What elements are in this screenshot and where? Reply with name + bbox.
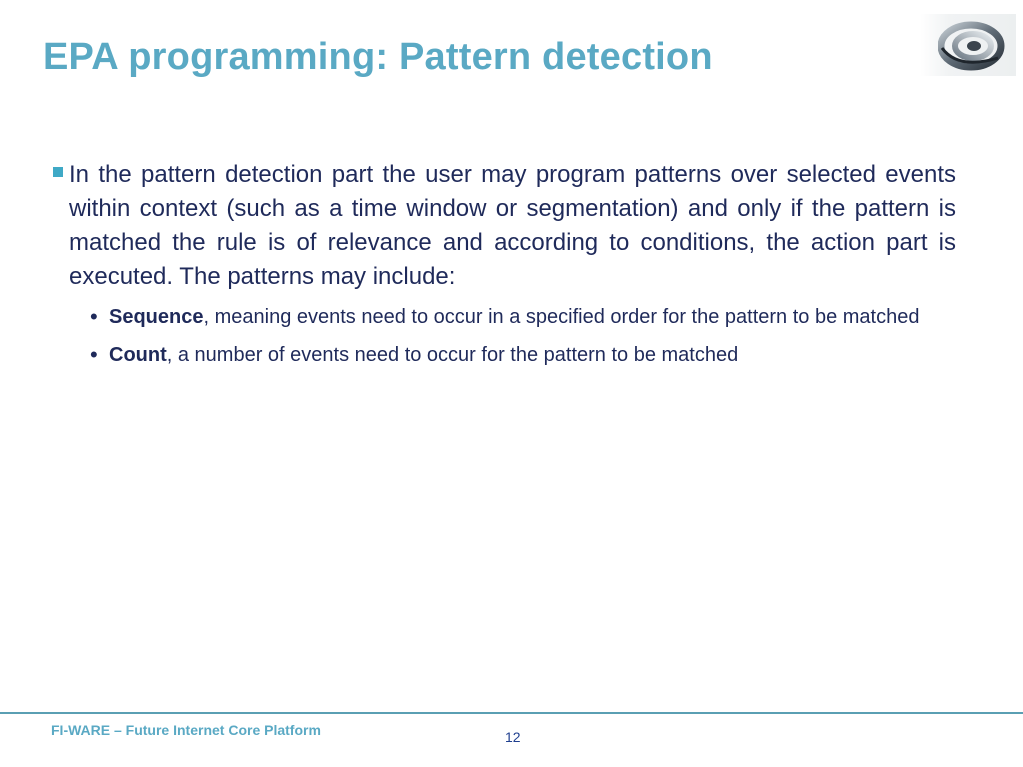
main-bullet-text: In the pattern detection part the user may program patterns over selected events within context (such as a time window or segmentation) and only if the pattern is matched the rule is of relevance and according to conditions, the action part is executed. The patterns may include: bbox=[69, 161, 956, 290]
sub-bullet-term: Count bbox=[109, 344, 167, 366]
slide-title: EPA programming: Pattern detection bbox=[43, 36, 713, 78]
square-bullet-icon bbox=[53, 167, 63, 177]
main-bullet bbox=[53, 158, 956, 294]
round-bullet-icon: • bbox=[90, 342, 98, 367]
sub-bullet-text: , a number of events need to occur for the pattern to be matched bbox=[166, 344, 739, 366]
fiware-swirl-logo-icon bbox=[938, 18, 1008, 74]
sub-bullet-text: , meaning events need to occur in a specified order for the pattern to be matched bbox=[203, 306, 920, 328]
fiware-logo bbox=[920, 14, 1016, 76]
footer-text: FI-WARE – Future Internet Core Platform bbox=[51, 722, 321, 738]
footer-divider bbox=[0, 712, 1023, 714]
sub-bullet-sequence bbox=[87, 302, 956, 332]
page-number: 12 bbox=[505, 729, 521, 745]
round-bullet-icon: • bbox=[90, 304, 98, 329]
sub-bullet-term: Sequence bbox=[109, 306, 204, 328]
sub-bullet-list bbox=[53, 302, 956, 370]
slide-content bbox=[53, 158, 956, 378]
sub-bullet-count bbox=[87, 340, 956, 370]
